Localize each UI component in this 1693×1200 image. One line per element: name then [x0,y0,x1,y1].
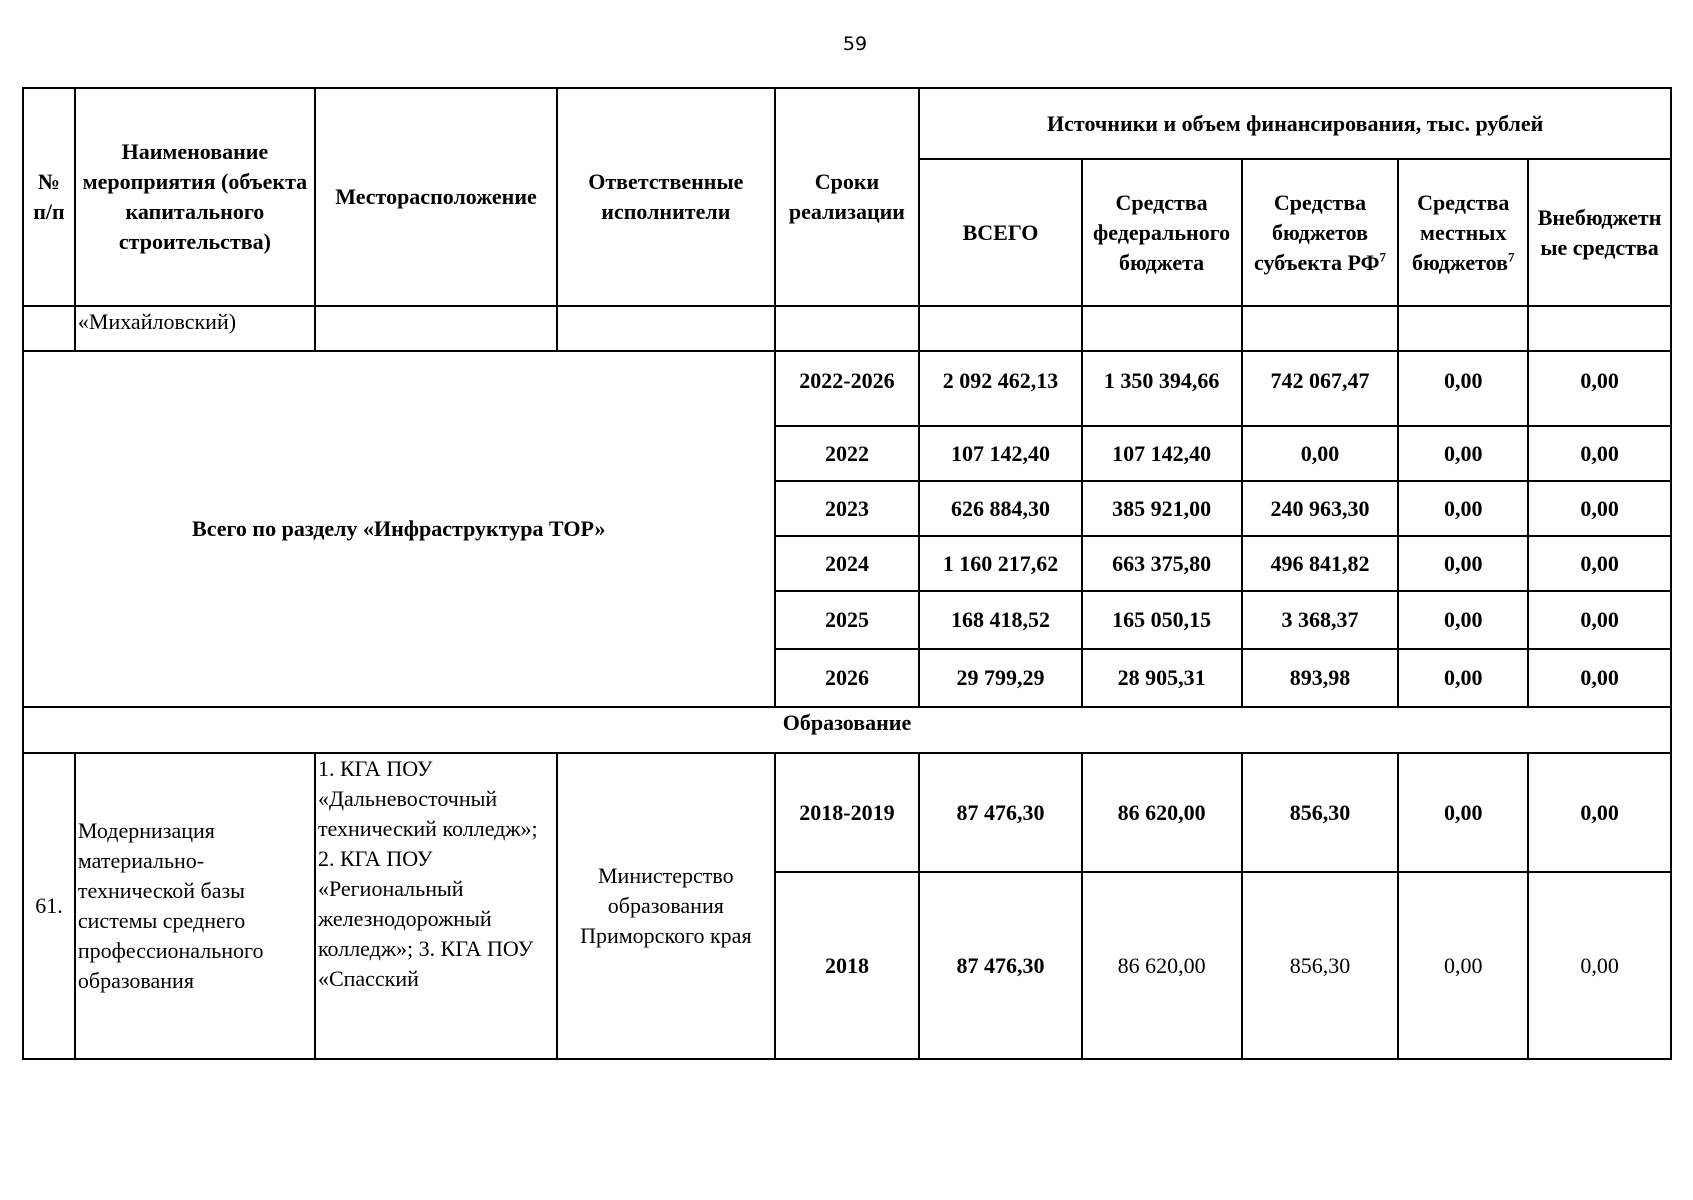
local-cell: 0,00 [1398,591,1528,649]
extra-cell: 0,00 [1528,753,1671,872]
subject-cell: 3 368,37 [1242,591,1399,649]
local-cell: 0,00 [1398,536,1528,591]
local-cell: 0,00 [1398,481,1528,536]
item-row [23,753,1671,872]
header-local [1398,159,1528,306]
cell [919,306,1081,351]
header-extra: Внебюджетн ые средства [1528,159,1671,306]
section-title: Образование [23,707,1671,753]
cell [1082,306,1242,351]
item-number: 61. [23,753,75,1059]
footnote-mark: 7 [1379,249,1386,265]
header-subject-label: Средства бюджетов субъекта РФ [1254,189,1380,275]
header-federal: Средства федерального бюджета [1082,159,1242,306]
item-responsible: Министерство образования Приморского края [557,753,774,1059]
extra-cell: 0,00 [1528,649,1671,707]
federal-cell: 86 620,00 [1082,753,1242,872]
total-cell: 168 418,52 [919,591,1081,649]
header-total: ВСЕГО [919,159,1081,306]
continuation-name: «Михайловский) [75,306,315,351]
header-terms: Сроки реализации [775,88,920,306]
header-responsible: Ответственные исполнители [557,88,774,306]
cell [315,306,557,351]
total-cell: 626 884,30 [919,481,1081,536]
subject-cell: 856,30 [1242,753,1399,872]
subject-cell: 240 963,30 [1242,481,1399,536]
period-cell: 2018 [775,872,920,1059]
footnote-mark: 7 [1508,249,1515,265]
period-cell: 2023 [775,481,920,536]
section-title-row [23,707,1671,753]
local-cell: 0,00 [1398,426,1528,481]
period-cell: 2026 [775,649,920,707]
extra-cell: 0,00 [1528,426,1671,481]
subject-cell: 742 067,47 [1242,351,1399,426]
header-local-label: Средства местных бюджетов [1412,189,1510,275]
header-location: Месторасположение [315,88,557,306]
header-sources-group: Источники и объем финансирования, тыс. рублей [919,88,1671,159]
section-total-row [23,351,1671,426]
cell [23,306,75,351]
total-cell: 87 476,30 [919,753,1081,872]
federal-cell: 385 921,00 [1082,481,1242,536]
extra-cell: 0,00 [1528,481,1671,536]
header-subject [1242,159,1399,306]
subject-cell: 0,00 [1242,426,1399,481]
period-cell: 2022-2026 [775,351,920,426]
total-cell: 87 476,30 [919,872,1081,1059]
extra-cell: 0,00 [1528,872,1671,1059]
financing-table [22,87,1672,1060]
table-header-row [23,88,1671,159]
federal-cell: 107 142,40 [1082,426,1242,481]
extra-cell: 0,00 [1528,536,1671,591]
period-cell: 2022 [775,426,920,481]
cell [557,306,774,351]
local-cell: 0,00 [1398,872,1528,1059]
subject-cell: 496 841,82 [1242,536,1399,591]
subject-cell: 856,30 [1242,872,1399,1059]
total-cell: 2 092 462,13 [919,351,1081,426]
extra-cell: 0,00 [1528,351,1671,426]
subject-cell: 893,98 [1242,649,1399,707]
local-cell: 0,00 [1398,753,1528,872]
period-cell: 2018-2019 [775,753,920,872]
continuation-row [23,306,1671,351]
federal-cell: 86 620,00 [1082,872,1242,1059]
period-cell: 2024 [775,536,920,591]
section-total-label: Всего по разделу «Инфраструктура ТОР» [23,351,775,707]
local-cell: 0,00 [1398,649,1528,707]
header-no: № п/п [23,88,75,306]
item-name: Модернизация материально-технической базы системы среднего профессионального образования [75,753,315,1059]
total-cell: 1 160 217,62 [919,536,1081,591]
cell [1398,306,1528,351]
federal-cell: 28 905,31 [1082,649,1242,707]
federal-cell: 165 050,15 [1082,591,1242,649]
item-location: 1. КГА ПОУ «Дальневосточный технический колледж»; 2. КГА ПОУ «Региональный железнодорожный колледж»; 3. КГА ПОУ «Спасский [315,753,557,1059]
period-cell: 2025 [775,591,920,649]
total-cell: 29 799,29 [919,649,1081,707]
cell [775,306,920,351]
local-cell: 0,00 [1398,351,1528,426]
cell [1242,306,1399,351]
extra-cell: 0,00 [1528,591,1671,649]
cell [1528,306,1671,351]
federal-cell: 1 350 394,66 [1082,351,1242,426]
total-cell: 107 142,40 [919,426,1081,481]
federal-cell: 663 375,80 [1082,536,1242,591]
header-name: Наименование мероприятия (объекта капитального строительства) [75,88,315,306]
page-number: 59 [842,33,868,55]
